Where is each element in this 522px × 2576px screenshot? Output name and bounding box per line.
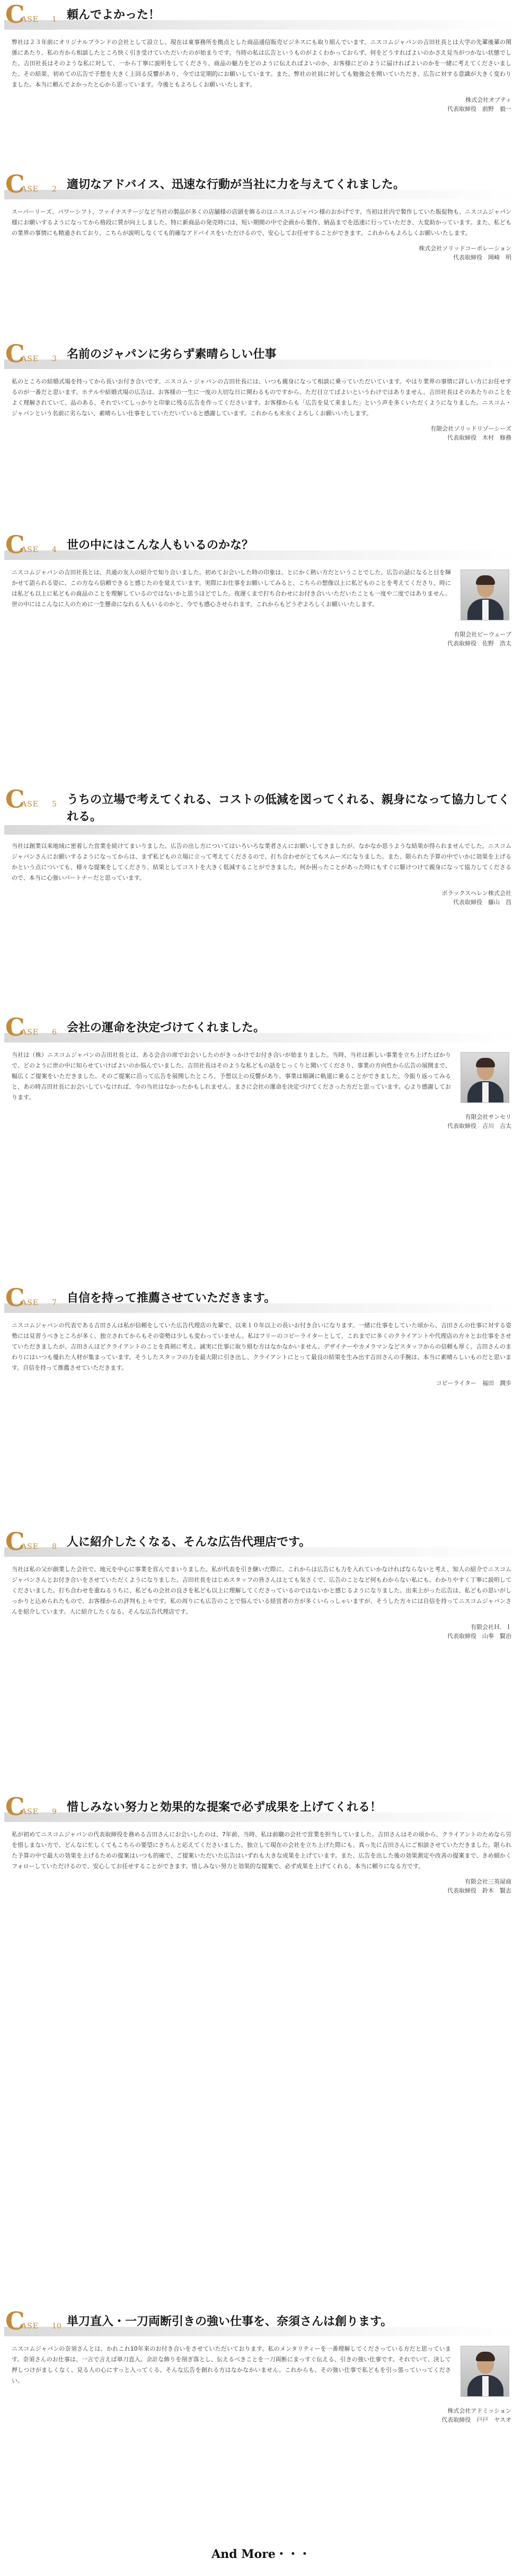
case-number: 4 [52,546,57,554]
case-title: 会社の運命を決定づけてくれました。 [67,1021,266,1035]
case-tag [5,2308,64,2337]
case-tag [5,786,64,816]
case-body [0,2344,522,2424]
case-3 [0,339,522,442]
case-text: ニスコムジャパンの代表である吉田さんは私が信頼をしていた広告代理店の先輩で、以来１０年以上の長いお付き合いになります。一緒に仕事をしていた頃から、吉田さんの仕事に対する姿勢には見習うべきところが多く、独立されてからもその姿勢は少しも変わっていません。私はフリーのコピーライターとして、これまでに多くのクライアントや代理店の方々とお仕事をさせていただきましたが、吉田さんほどクライアントのことを真剣に考え、誠実に仕事に取り組む方はなかなかいません。デザイナーやカメラマンなどスタッフからの信頼も厚く、吉田さんのまわりにはいつも優れた人材が集まっています。そうしたスタッフの力を最大限に引き出し、クライアントにとって最良の結果を生み出す吉田さんの手腕は、本当に素晴らしいものだと思います。自信を持って推薦させていただきます。 [12,1322,511,1371]
case-text: 当社は創業以来地域に密着した営業を続けてまいりました。広告の出し方についてはいろいろな業者さんにお願いしてきましたが、なかなか思うような結果が得られませんでした。ニスコムジャパンさんにお願いするようになってからは、まず私どもの立場に立って考えてくださるので、打ち合わせがとてもスムーズになりました。また、限られた予算の中でいかに効果を上げるかという点についても、様々な提案をしてくださり、結果としてコストを大きく低減することができました。何か困ったことがあった時にもすぐに駆けつけて親身になって協力してくださるので、本当に心強いパートナーだと思っています。 [12,843,511,881]
case-number: 7 [52,1299,57,1307]
case-signature [12,625,511,648]
company-name: 株式会社アドミッション [447,2407,511,2414]
case-header [0,170,522,204]
case-tag [5,1793,64,1823]
header-bar [4,825,518,835]
case-title: 自信を持って推薦させていただきます。 [67,1291,276,1305]
case-word: ASE [21,2322,39,2330]
case-body [0,1829,522,1895]
portrait-photo [461,2346,509,2397]
case-word: ASE [21,1808,39,1816]
case-letter: C [5,1013,25,1041]
case-title: 人に紹介したくなる、そんな広告代理店です。 [67,1535,311,1549]
case-header [0,530,522,564]
case-letter: C [5,530,25,559]
case-body [0,841,522,907]
case-title: 名前のジャパンに劣らず素晴らしい仕事 [67,347,277,361]
case-header [0,1013,522,1047]
case-tag [5,340,64,370]
case-word: ASE [21,1543,39,1551]
case-number: 6 [52,1028,57,1037]
case-8 [0,1527,522,1641]
case-signature [12,90,511,113]
case-signature [12,1617,511,1641]
case-word: ASE [21,355,39,363]
person-name: 代表取締役 山奉 賢治 [447,1633,511,1640]
case-10 [0,2307,522,2424]
person-name: 代表取締役 木村 修務 [447,434,511,441]
case-title: 適切なアドバイス、迅速な行動が当社に力を与えてくれました。 [67,178,405,191]
case-header [0,2307,522,2341]
case-word: ASE [21,546,39,554]
case-body [0,1564,522,1641]
person-name: 代表取締役 藤山 昌 [453,899,511,906]
company-name: 有限会社ソリッドリゾーシーズ [430,425,511,432]
case-number: 2 [52,185,57,194]
case-tag [5,1014,64,1044]
person-name: 代表取締役 吉川 吉太 [447,1123,511,1129]
case-text: 弊社は２３年前にオリジナルブランドの会社として設立し、現在は東事務所を拠点とした商品通信販売ビジネスにも取り組んでいます。ニスコムジャパンの吉田社長とは大学の先輩後輩の関係にあたり、私の方から相談したところ快く引き受けていただいたのが始まりです。当時の私は広告というものがよくわかっておらず、何をどうすればよいのかさえ見当がつかない状態でした。吉田社長はそのような私に対して、一から丁寧に説明をしてくださり、商品の魅力をどのように伝えればよいのか、お客様にどのように届ければよいのかを一緒に考えてくださいました。その結果、初めての広告で予想を大きく上回る反響があり、今では定期的にお願いしています。また、弊社の社員に対しても勉強会を開いていただき、広告に対する意識が大きく変わりました。本当に頼んでよかったと心から思っています。今後ともよろしくお願いいたします。 [12,39,511,88]
case-letter: C [5,2307,25,2335]
case-text: 当社は私の父が創業した会社で、地元を中心に事業を営んでまいりました。私が代表を引き継いだ際に、これからは広告にも力を入れていかなければならないと考え、知人の紹介でニスコムジャパンさんとお付き合いをさせていただくようになりました。吉田社長をはじめスタッフの皆さんはとても気さくで、広告のことなど何もわからない私にも、わかりやすく丁寧に説明してくださいました。打ち合わせを重ねるうちに、私どもの会社の良さを私ども以上に理解してくださっているのではないかと感じるようになりました。出来上がった広告は、私どもの思いがしっかりと込められたもので、お客様からの評判も上々です。私の周りにも広告のことで悩んでいる経営者の方が多くいらっしゃいますが、そうした方々には自信を持ってニスコムジャパンさんを紹介しています。人に紹介したくなる、そんな広告代理店です。 [12,1566,511,1615]
case-4 [0,530,522,648]
case-word: ASE [21,800,39,809]
company-name: 有限会社ビーウェーブ [454,631,511,638]
case-title: うちの立場で考えてくれる、コストの低減を図ってくれる、親身になって協力してくれる。 [67,793,510,823]
case-header [0,1283,522,1317]
portrait-photo [461,569,509,620]
company-name: 有限会社Ｈ．Ｉ [471,1624,511,1631]
person-name: 代表取締役 戸戸 ヤスオ [441,2416,511,2423]
case-signature [12,239,511,262]
and-more-text: And More・・・ [211,2547,311,2561]
case-number: 9 [52,1808,57,1816]
case-number: 3 [52,355,57,363]
case-letter: C [5,0,25,29]
case-word: ASE [21,1028,39,1037]
case-number: 8 [52,1543,57,1551]
case-body [0,37,522,113]
case-word: ASE [21,185,39,194]
case-letter: C [5,785,25,813]
case-6 [0,1013,522,1131]
case-header [0,1527,522,1561]
case-letter: C [5,339,25,368]
company-name: 有限会社三英屋商 [465,1878,511,1885]
case-text: ニスコムジャパンの吉田社長とは、共通の友人の紹介で知り合いました。初めてお会いした時の印象は、とにかく熱い方だということでした。広告の話になると目を輝かせて語られる姿に、この方なら信頼できると感じたのを覚えています。実際にお仕事をお願いしてみると、こちらの想像以上に私どものことを考えてくださり、時には私ども以上に私どもの商品のことを理解しているのではないかと思うほどでした。夜遅くまで打ち合わせにお付き合いいただいたことも一度や二度ではありません。世の中にはこんなに人のために一生懸命になれる人もいるのかと、今でも感心させられます。これからもどうぞよろしくお願いいたします。 [12,569,451,608]
case-title: 惜しみない努力と効果的な提案で必ず成果を上げてくれる！ [67,1800,382,1814]
case-text: 私のところの結婚式場を持ってから長いお付き合いです。ニスコム・ジャパンの吉田社長には、いつも親身になって相談に乗っていただいています。やはり業界の事情に詳しい方にお任せするのが一番だと思います。ホテルや結婚式場の広告は、お客様の一生に一度の大切な日に関わるものですから、ただ目立てばよいというわけではありません。吉田社長はそのあたりのことをよく理解されていて、品のある、それでいてしっかりと印象に残る広告を作ってくださいます。お客様からも「広告を見て来ました」という声を多くいただくようになりました。ニスコム・ジャパンという名前に劣らない、素晴らしい仕事をしていただいていると感謝しています。これからも末永くよろしくお願いいたします。 [12,378,511,417]
case-signature [12,1373,511,1388]
case-letter: C [5,1283,25,1312]
case-header [0,339,522,373]
case-2 [0,170,522,262]
case-1 [0,0,522,113]
case-word: ASE [21,1299,39,1307]
case-signature [12,1872,511,1895]
case-9 [0,1792,522,1895]
case-5 [0,785,522,907]
case-tag [5,171,64,200]
case-word: ASE [21,15,39,24]
case-tag [5,1,64,31]
case-body [0,1320,522,1388]
case-number: 10 [52,2322,61,2330]
case-7 [0,1283,522,1388]
person-name: 代表取締役 前野 毅一 [447,106,511,112]
case-text: スーパーリーズ、パワーシフト、ファイナステージなど当社の製品が多くの店舗様の店頭を飾るのはニスコムジャパン様のおかげです。当初は社内で製作していた販促物も、ニスコムジャパン様にお願いするようになってから格段に質が向上しました。特に新商品の発売時には、短い期間の中で企画から製作、納品までを迅速に行っていただき、大変助かっています。また、私どもの業界の事情にも精通されており、こちらが説明しなくても的確なアドバイスをいただけるので、安心してお任せすることができます。これからもよろしくお願いいたします。 [12,208,511,236]
case-body [0,567,522,648]
case-letter: C [5,170,25,198]
company-name: 株式会社オプティ [465,97,511,103]
case-text: ニスコムジャパンの奈須さんとは、かれこれ10年来のお付き合いをさせていただいております。私のメンタリティーを一番理解してくださっている方だと思っています。奈須さんのお仕事は、一言で言えば単刀直入。余計な飾りを削ぎ落とし、伝えるべきことを一刀両断にまっすぐ伝える、引きの強い仕事です。それでいて、決して押しつけがましくなく、見る人の心にすっと入ってくる。そんな広告を創れる方はなかなかいません。これからも、その強い仕事で私どもを引っ張っていってください。 [12,2345,451,2384]
case-header [0,1792,522,1826]
case-number: 5 [52,800,57,809]
person-name: 代表取締役 鈴木 賢志 [447,1887,511,1894]
company-name: 有限会社サンセリ [465,1114,511,1120]
company-name: 株式会社ソリッドコーポレーション [419,245,511,252]
case-body [0,1050,522,1131]
case-title: 頼んでよかった！ [67,8,161,22]
case-header [0,785,522,838]
case-text: 私が初めてニスコムジャパンの代表取締役を務める吉田さんにお会いしたのは、7年前、当時、私は前職の会社で営業を担当していました。吉田さんはその頃から、クライアントのためなら労を惜しまない方で、どんなに忙しくてもこちらの要望にきちんと応えてくださいました。独立して現在の会社を立ち上げた際にも、真っ先に吉田さんにご相談させていただきました。限られた予算の中で最大の効果を上げるための提案はいつも的確で、ご提案いただいた広告はいずれも大きな成果を上げています。また、広告を出した後の効果測定や改善の提案まで、きめ細かくフォローしていただけるので、安心してお任せすることができます。惜しみない努力と効果的な提案で、必ず成果を上げてくれる、本当に頼りになる方です。 [12,1831,511,1870]
company-name: ボラックスヘレン株式会社 [441,890,511,897]
case-body [0,207,522,262]
case-body [0,376,522,442]
portrait-photo [461,1052,509,1103]
person-name: コピーライター 福田 潤歩 [436,1380,511,1387]
case-header [0,0,522,34]
case-signature [12,2401,511,2424]
person-name: 代表取締役 岡崎 明 [453,254,511,261]
case-text: 当社は（株）ニスコムジャパンの吉田社長とは、ある会合の席でお会いしたのがきっかけでお付き合いが始まりました。当時、当社は新しい事業を立ち上げたばかりで、どのように世の中に知らせていけばよいのか悩んでいました。吉田社長はそのような私どもの話をじっくりと聞いてくださり、事業の方向性から広告の展開まで、幅広くご提案をいただきました。そのご提案に沿って広告を展開したところ、予想以上の反響があり、事業は順調に軌道に乗ることができました。今振り返ってみると、あの時吉田社長にお会いしていなければ、今の当社はなかったかもしれません。まさに会社の運命を決定づけてくださった方だと思っています。心より感謝しております。 [12,1052,451,1101]
case-letter: C [5,1527,25,1556]
case-signature [12,883,511,907]
case-title: 世の中にはこんな人もいるのかな？ [67,538,254,552]
case-signature [12,1107,511,1131]
case-letter: C [5,1792,25,1821]
case-signature [12,419,511,442]
person-name: 代表取締役 佐野 浩太 [447,640,511,647]
case-title: 単刀直入・一刀両断引きの強い仕事を、奈須さんは創ります。 [67,2315,393,2328]
case-number: 1 [52,15,57,24]
case-tag [5,531,64,561]
case-tag [5,1284,64,1314]
case-tag [5,1528,64,1558]
